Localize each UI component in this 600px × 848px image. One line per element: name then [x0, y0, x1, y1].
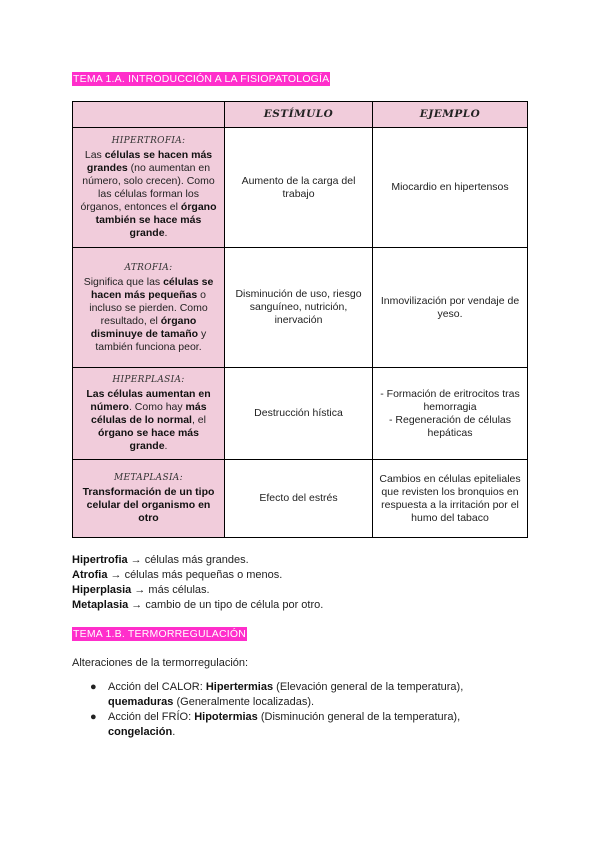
table-header-row [73, 102, 528, 128]
term-cell-hipertrofia: HIPERTROFIA: Las células se hacen más grandes (no aumentan en número, solo crecen). Como las células forman los órganos, entonces el órgano también se hace más grande. [73, 128, 225, 248]
header-stimulus: ESTÍMULO [225, 102, 373, 128]
term-name: METAPLASIA: [114, 473, 183, 483]
thermo-bullet-list [90, 680, 510, 740]
term-cell-metaplasia: METAPLASIA: Transformación de un tipo celular del organismo en otro [73, 460, 225, 538]
thermo-intro: Alteraciones de la termorregulación: [72, 657, 249, 669]
example-cell: Cambios en células epiteliales que revisten los bronquios en respuesta a la irritación por el humo del tabaco [373, 460, 528, 538]
example-cell: Miocardio en hipertensos [373, 128, 528, 248]
summary-line: Atrofia → células más pequeñas o menos. [72, 569, 283, 581]
term-name: HIPERTROFIA: [111, 136, 186, 146]
stimulus-cell: Disminución de uso, riesgo sanguíneo, nutrición, inervación [225, 248, 373, 368]
pathology-table [72, 101, 528, 538]
example-cell [373, 368, 528, 460]
summary-line: Metaplasia → cambio de un tipo de célula por otro. [72, 599, 324, 611]
summary-line: Hiperplasia → más células. [72, 584, 210, 596]
stimulus-cell: Aumento de la carga del trabajo [225, 128, 373, 248]
table-row [73, 128, 528, 248]
example-cell: Inmovilización por vendaje de yeso. [373, 248, 528, 368]
stimulus-cell: Destrucción hística [225, 368, 373, 460]
summary-line: Hipertrofia → células más grandes. [72, 554, 249, 566]
example-line: - Formación de eritrocitos tras hemorragia [380, 387, 520, 413]
term-cell-atrofia: ATROFIA: Significa que las células se hacen más pequeñas o incluso se pierden. Como resultado, el órgano disminuye de tamaño y también funciona peor. [73, 248, 225, 368]
term-name: ATROFIA: [124, 262, 173, 273]
example-line: - Regeneración de células hepáticas [389, 413, 511, 439]
summary-list [72, 553, 323, 613]
list-item: ● Acción del FRÍO: Hipotermias (Disminución general de la temperatura), congelación. [90, 711, 461, 738]
header-empty-cell [73, 102, 225, 128]
section-title-2: TEMA 1.B. TERMORREGULACIÓN [73, 628, 247, 640]
section-title-1: TEMA 1.A. INTRODUCCIÓN A LA FISIOPATOLOGÍA [73, 73, 330, 85]
table-row [73, 248, 528, 368]
stimulus-cell: Efecto del estrés [225, 460, 373, 538]
bullet-icon: ● [90, 711, 97, 723]
list-item: ● Acción del CALOR: Hipertermias (Elevación general de la temperatura), quemaduras (Generalmente localizadas). [90, 681, 464, 708]
term-cell-hiperplasia: HIPERPLASIA: Las células aumentan en número. Como hay más células de lo normal, el órgano se hace más grande. [73, 368, 225, 460]
term-name: HIPERPLASIA: [112, 375, 185, 385]
table-row [73, 460, 528, 538]
table-row [73, 368, 528, 460]
bullet-icon: ● [90, 681, 97, 693]
header-example: EJEMPLO [373, 102, 528, 128]
